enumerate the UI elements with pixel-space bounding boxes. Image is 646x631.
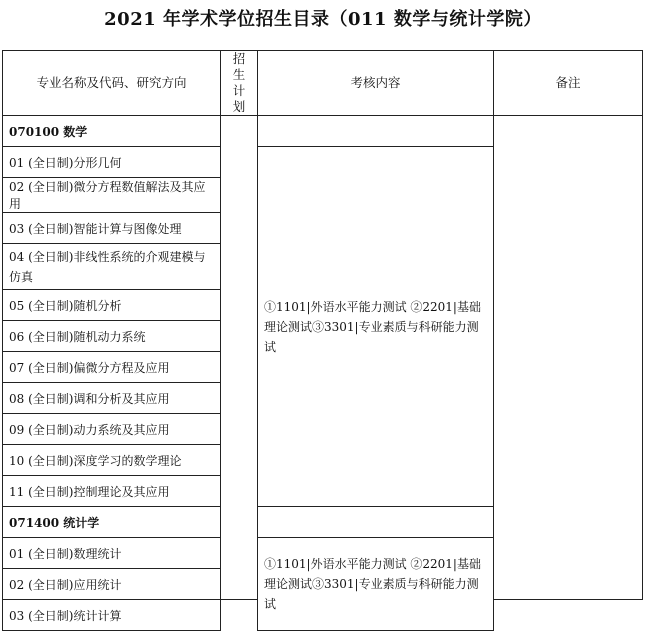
- major-header-math: 070100 数学: [3, 116, 221, 147]
- direction-item: 04 (全日制)非线性系统的介观建模与仿真: [3, 244, 221, 290]
- exam-cell-empty: [258, 116, 494, 147]
- direction-item: 03 (全日制)统计计算: [3, 600, 221, 631]
- direction-item: 06 (全日制)随机动力系统: [3, 321, 221, 352]
- header-plan-line1: 招生: [232, 51, 246, 82]
- direction-item: 03 (全日制)智能计算与图像处理: [3, 213, 221, 244]
- exam-cell-empty: [258, 507, 494, 538]
- table-row: [3, 116, 643, 147]
- direction-item: 01 (全日制)分形几何: [3, 147, 221, 178]
- header-plan: [221, 51, 258, 116]
- remark-cell: [494, 116, 643, 600]
- direction-item: 09 (全日制)动力系统及其应用: [3, 414, 221, 445]
- plan-cell: [221, 116, 258, 600]
- direction-item: 08 (全日制)调和分析及其应用: [3, 383, 221, 414]
- direction-item: 11 (全日制)控制理论及其应用: [3, 476, 221, 507]
- header-remark: 备注: [494, 51, 643, 116]
- direction-item: 05 (全日制)随机分析: [3, 290, 221, 321]
- header-exam: 考核内容: [258, 51, 494, 116]
- table-header-row: [3, 51, 643, 116]
- exam-content-math: ①1101|外语水平能力测试 ②2201|基础理论测试③3301|专业素质与科研能力测试: [258, 147, 494, 507]
- direction-item: 10 (全日制)深度学习的数学理论: [3, 445, 221, 476]
- direction-item: 02 (全日制)微分方程数值解法及其应用: [3, 178, 221, 213]
- admission-catalog-table: [2, 50, 643, 631]
- direction-item: 02 (全日制)应用统计: [3, 569, 221, 600]
- major-header-statistics: 071400 统计学: [3, 507, 221, 538]
- direction-item: 07 (全日制)偏微分方程及应用: [3, 352, 221, 383]
- page-title: 2021 年学术学位招生目录（011 数学与统计学院）: [104, 9, 542, 30]
- header-plan-line2: 计划: [232, 83, 246, 114]
- header-major: 专业名称及代码、研究方向: [3, 51, 221, 116]
- exam-content-statistics: ①1101|外语水平能力测试 ②2201|基础理论测试③3301|专业素质与科研能力测试: [258, 538, 494, 631]
- direction-item: 01 (全日制)数理统计: [3, 538, 221, 569]
